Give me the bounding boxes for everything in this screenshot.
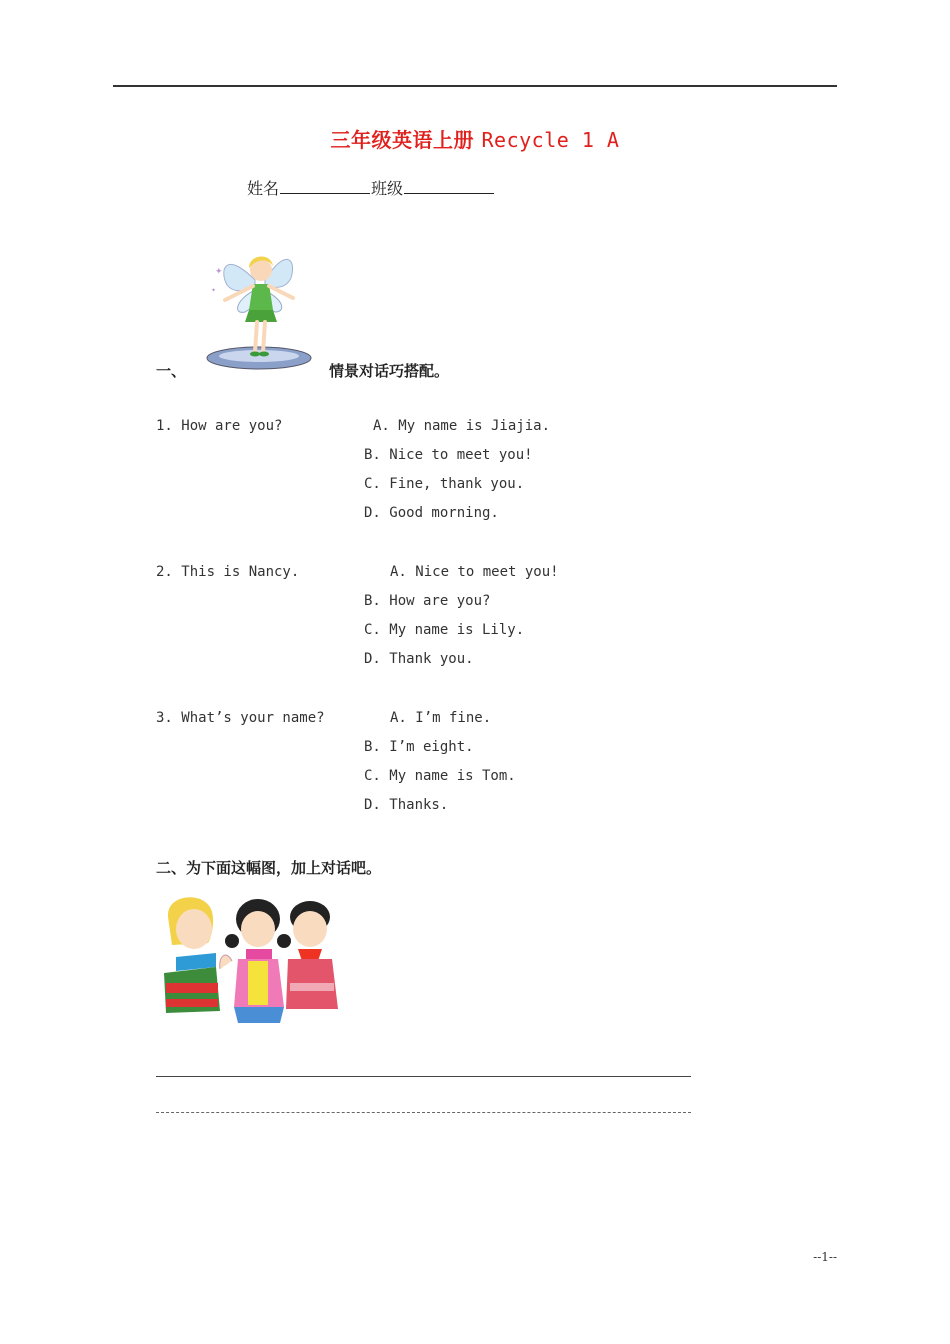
answer-line-1[interactable] bbox=[156, 1076, 691, 1077]
q2-option-c: C. My name is Lily. bbox=[364, 622, 525, 638]
class-blank[interactable] bbox=[404, 179, 494, 194]
q3-option-b: B. I’m eight. bbox=[364, 739, 474, 755]
q2-option-b: B. How are you? bbox=[364, 593, 491, 609]
svg-text:✦: ✦ bbox=[211, 287, 217, 294]
q2-option-d: D. Thank you. bbox=[364, 651, 474, 667]
answer-line-2[interactable] bbox=[156, 1112, 691, 1113]
name-blank[interactable] bbox=[280, 179, 370, 194]
section2-title: 二、为下面这幅图，加上对话吧。 bbox=[156, 859, 382, 877]
q1-option-a: A. My name is Jiajia. bbox=[373, 418, 551, 434]
q1-option-b: B. Nice to meet you! bbox=[364, 447, 533, 463]
q1-option-c: C. Fine, thank you. bbox=[364, 476, 525, 492]
q3-option-c: C. My name is Tom. bbox=[364, 768, 516, 784]
question-1: 1. How are you? bbox=[156, 418, 283, 434]
class-label: 班级 bbox=[371, 179, 404, 198]
title-latin: Recycle 1 A bbox=[481, 128, 620, 152]
q3-option-a: A. I’m fine. bbox=[390, 710, 492, 726]
section1-number: 一、 bbox=[156, 362, 187, 380]
q1-option-d: D. Good morning. bbox=[364, 505, 499, 521]
page-title bbox=[0, 124, 950, 153]
svg-text:✦: ✦ bbox=[215, 267, 223, 277]
name-label: 姓名 bbox=[247, 179, 280, 198]
children-talking-illustration bbox=[160, 887, 342, 1025]
q3-option-d: D. Thanks. bbox=[364, 797, 449, 813]
question-2: 2. This is Nancy. bbox=[156, 564, 300, 580]
q2-option-a: A. Nice to meet you! bbox=[390, 564, 559, 580]
page-number: --1-- bbox=[813, 1250, 837, 1264]
name-class-line bbox=[247, 176, 495, 199]
section1-title: 情景对话巧搭配。 bbox=[329, 362, 450, 380]
question-3: 3. What’s your name? bbox=[156, 710, 325, 726]
title-cn: 三年级英语上册 bbox=[330, 128, 475, 152]
header-rule bbox=[113, 85, 837, 87]
fairy-illustration bbox=[205, 240, 313, 372]
